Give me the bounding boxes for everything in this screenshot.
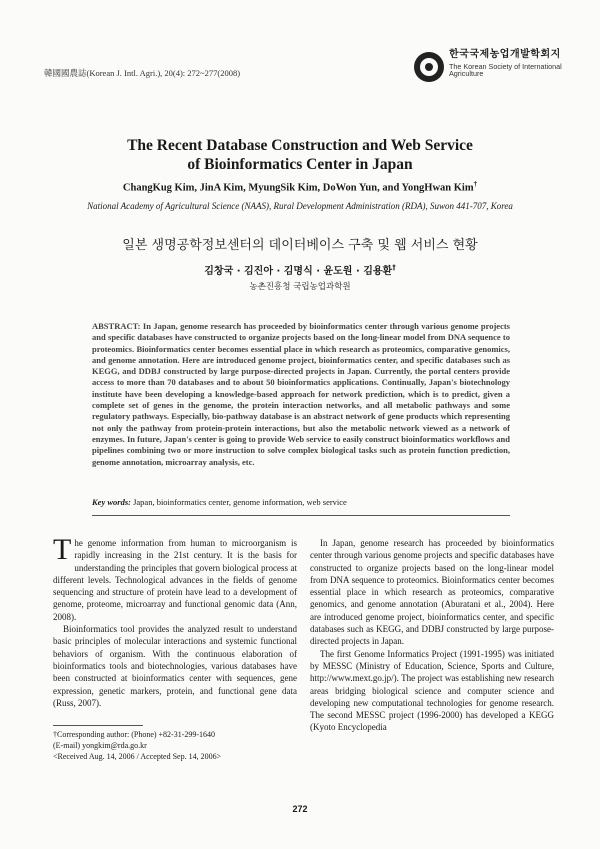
- keywords: [92, 497, 510, 507]
- footnote-email: (E-mail) yongkim@rda.go.kr: [53, 741, 147, 750]
- korean-corresponding-mark: †: [392, 263, 396, 272]
- abstract: ABSTRACT: In Japan, genome research has proceeded by bioinformatics center through various genome projects and specific databases have constructed to organize projects based on the long-linear model from DNA sequence to proteomics. Bioinformatics center becomes essential place in which research as proteomics, comparative genomics, and genome annotation. Here are introduced genome project, bioinformatics center, and specific databases such as KEGG, and DDBJ constructed by large purpose-directed projects in Japan. Currently, the portal centers provide access to more than 70 databases and to about 50 bioinformatics applications. Continually, Japan's biotechnology institute have been developing a knowledge-based approach for network prediction, which is to predict, given a complete set of genes in the genome, the protein interaction networks, and all metabolic pathways and some regulatory pathways. Especially, bio-pathway database is an abstract network of gene products which representing not only the pathway from protein-protein interactions, but also the metabolic network viewed as a network of enzymes. In future, Japan's center is going to provide Web service to easily construct bioinformatics workflows and pipelines combining two or more instruction to solve complex biological tasks such as protein function prediction, genome annotation, microarray analysis, etc.: [92, 321, 510, 467]
- keywords-label: Key words:: [92, 497, 131, 507]
- author-names: ChangKug Kim, JinA Kim, MyungSik Kim, DoWon Yun, and YongHwan Kim: [122, 182, 474, 194]
- paragraph-text: he genome information from human to microorganism is rapidly increasing in the 21st century. It is the basis for understanding the principles that govern biological process at different levels. Technological advances in the fields of genome sequencing and structure of protein have lead to a development of genome, proteome, microarray and functional genomic data (Ann, 2008).: [53, 538, 297, 622]
- paper-title: [60, 136, 540, 174]
- footnote-corresponding: †Corresponding author: (Phone) +82-31-299-1640: [53, 730, 216, 739]
- body-paragraph: The first Genome Informatics Project (1991-1995) was initiated by MESSC (Ministry of Education, Science, Sports and Culture, http://www.mext.go.jp/). The project was establishing new research areas bridging biological science and computer science and developing new computational technologies for genome research. The second MESSC project (1996-2000) has developed a KEGG (Kyoto Encyclopedia: [310, 648, 554, 733]
- keywords-text: Japan, bioinformatics center, genome information, web service: [133, 497, 347, 507]
- society-header: [414, 50, 562, 82]
- body-paragraph: In Japan, genome research has proceeded by bioinformatics center through various genome projects and specific databases have constructed to organize projects based on the long-linear model from DNA sequence to proteomics. Bioinformatics center becomes essential place in which research as proteomics, comparative genomics, and genome annotation (Aburatani et al., 2004). Here are introduced genome project, bioinformatics center, and specific databases such as KEGG, and DDBJ constructed by large purpose-directed projects in Japan.: [310, 538, 554, 647]
- abstract-divider: [92, 515, 510, 516]
- drop-cap: T: [53, 533, 72, 566]
- paper-title-line-1: The Recent Database Construction and Web Service: [127, 137, 473, 154]
- body-paragraph: [53, 533, 297, 623]
- footnote-divider: [53, 725, 143, 726]
- korean-affiliation: 농촌진흥청 국립농업과학원: [249, 282, 351, 292]
- society-names: [449, 50, 562, 78]
- body-column-right: [310, 537, 554, 734]
- journal-reference: 韓國國農誌(Korean J. Intl. Agri.), 20(4): 272~277(2008): [44, 68, 241, 78]
- korean-authors: [40, 262, 560, 277]
- korean-author-names: 김창국 · 김진아 · 김명식 · 윤도원 · 김용환: [204, 266, 393, 277]
- page-number: 272: [292, 804, 308, 814]
- author-list: [40, 180, 560, 194]
- society-name-english-2: Agriculture: [449, 69, 484, 79]
- affiliation: National Academy of Agricultural Science (NAAS), Rural Development Administration (RDA), Suwon 441-707, Korea: [87, 201, 513, 211]
- korean-title: 일본 생명공학정보센터의 데이터베이스 구축 및 웹 서비스 현황: [122, 238, 478, 253]
- body-paragraph: Bioinformatics tool provides the analyzed result to understand basic principles of molecular interactions and systemic functional behaviors of organism. With the continuous elaboration of bioinformatics tools and biotechnologies, various databases have been constructed at bioinformatics center with sequences, gene expression, genetic markers, protein, and functional gene data (Russ, 2007).: [53, 624, 297, 708]
- footnotes: [53, 729, 297, 762]
- society-name-english-1: The Korean Society of International: [449, 61, 562, 71]
- footnote-received: <Received Aug. 14, 2006 / Accepted Sep. 14, 2006>: [53, 752, 222, 761]
- body-column-left: [53, 533, 297, 709]
- society-name-korean: 한국국제농업개발학회지: [449, 49, 561, 60]
- paper-title-line-2: of Bioinformatics Center in Japan: [187, 156, 413, 173]
- corresponding-mark: †: [473, 180, 478, 188]
- society-logo-icon: [414, 52, 444, 82]
